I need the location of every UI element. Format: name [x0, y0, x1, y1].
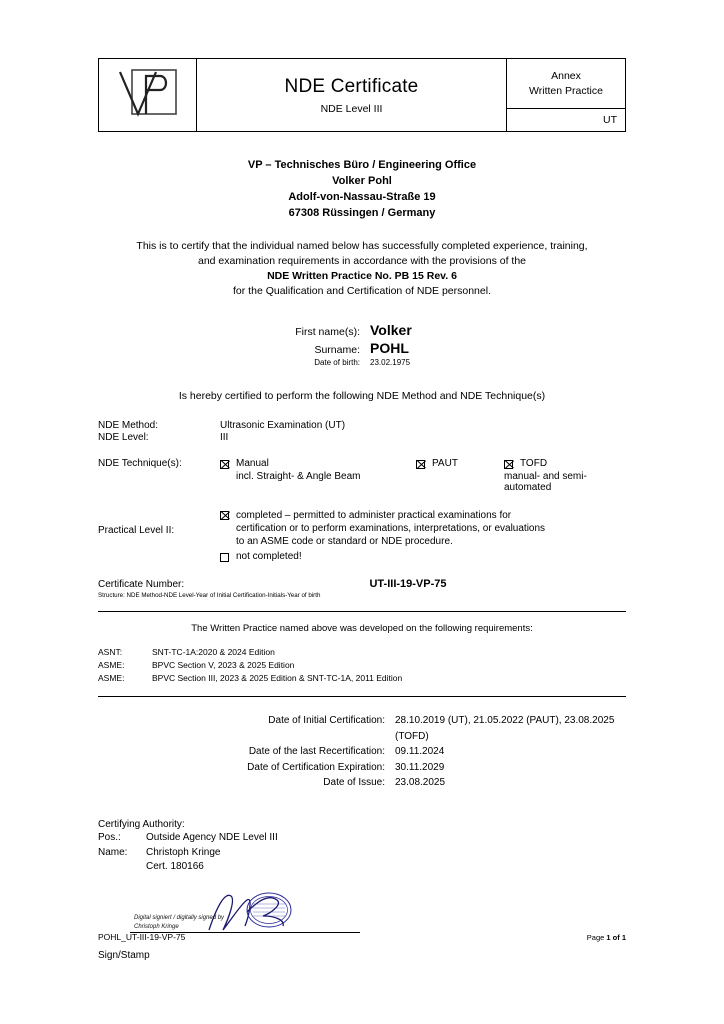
technique-manual-note: incl. Straight- & Angle Beam	[236, 470, 361, 482]
checkbox-tofd-icon[interactable]	[504, 460, 513, 469]
authority-pos-value: Outside Agency NDE Level III	[146, 831, 278, 843]
dob-row	[98, 358, 626, 367]
certify-line-4: for the Qualification and Certification of NDE personnel.	[233, 285, 491, 298]
divider-top	[98, 611, 626, 612]
requirement-row	[98, 672, 626, 685]
written-practice-reference: NDE Written Practice No. PB 15 Rev. 6	[267, 270, 457, 283]
practical-completed-line-2: certification or to perform examinations, interpretations, or evaluations	[236, 522, 546, 534]
technique-label: NDE Technique(s):	[98, 457, 182, 469]
technique-manual-option[interactable]	[220, 458, 416, 469]
practical-completed-line-3: to an ASME code or standard or NDE procedure.	[236, 536, 453, 547]
footer-page-prefix: Page	[586, 933, 607, 942]
method-label: NDE Method:	[98, 419, 159, 431]
company-owner: Volker Pohl	[332, 174, 392, 187]
checkbox-completed-icon[interactable]	[220, 511, 229, 520]
page-title: NDE Certificate	[284, 75, 419, 97]
practical-not-completed-option[interactable]	[220, 551, 626, 562]
annex-label: Annex	[551, 70, 581, 83]
company-city: 67308 Rüssingen / Germany	[288, 206, 436, 219]
requirements-title: The Written Practice named above was developed on the following requirements:	[191, 623, 533, 635]
logo-cell	[99, 59, 197, 131]
authority-pos-label: Pos.:	[98, 831, 121, 843]
checkbox-not-completed-icon[interactable]	[220, 553, 229, 562]
document-footer	[98, 932, 626, 942]
footer-document-id: POHL_UT-III-19-VP-75	[98, 932, 186, 942]
digital-signature-note	[134, 914, 224, 932]
first-name-row	[98, 322, 626, 338]
technique-tofd-label: TOFD	[520, 457, 548, 469]
date-value: 23.08.2025	[395, 777, 446, 789]
footer-page-number	[587, 933, 626, 942]
date-value: 30.11.2029	[395, 761, 445, 773]
requirement-row	[98, 646, 626, 659]
practical-completed-option[interactable]	[220, 509, 626, 522]
certifying-authority-title: Certifying Authority:	[98, 818, 185, 830]
date-label: Date of the last Recertification:	[248, 746, 385, 758]
date-value: 09.11.2024	[395, 746, 445, 758]
digital-signature-line-1: Digital signiert / digitally signed by	[134, 914, 225, 921]
person-block	[98, 322, 626, 367]
technique-row	[98, 458, 626, 493]
date-row	[98, 713, 626, 744]
requirements-list	[98, 646, 626, 684]
level-value: III	[220, 431, 229, 443]
certificate-number-value: UT-III-19-VP-75	[369, 578, 447, 591]
document-header	[98, 58, 626, 132]
hereby-line: Is hereby certified to perform the following NDE Method and NDE Technique(s)	[178, 389, 546, 402]
practical-completed-line-1: completed – permitted to administer practical examinations for	[236, 509, 512, 521]
authority-name-row	[98, 845, 626, 861]
technique-paut-label: PAUT	[432, 457, 458, 469]
date-row	[98, 760, 626, 776]
date-label: Date of Certification Expiration:	[247, 761, 385, 773]
authority-cert-value: Cert. 180166	[146, 860, 204, 872]
requirement-text: BPVC Section III, 2023 & 2025 Edition & SNT-TC-1A, 2011 Edition	[152, 672, 403, 683]
requirement-text: SNT-TC-1A:2020 & 2024 Edition	[152, 647, 275, 658]
level-label: NDE Level:	[98, 431, 149, 443]
surname-label: Surname:	[314, 343, 360, 356]
dob-value: 23.02.1975	[370, 357, 411, 367]
company-block	[98, 158, 626, 222]
requirement-text: BPVC Section V, 2023 & 2025 Edition	[152, 659, 295, 670]
authority-name-value: Christoph Kringe	[146, 847, 221, 859]
practical-level-options	[220, 509, 626, 563]
requirement-org: ASNT:	[98, 647, 123, 658]
practical-not-completed-label: not completed!	[236, 551, 302, 563]
annex-block	[507, 59, 625, 109]
certify-line-2: and examination requirements in accordance with the provisions of the	[197, 254, 527, 267]
checkbox-manual-icon[interactable]	[220, 460, 229, 469]
first-name-label: First name(s):	[295, 325, 360, 338]
method-code: UT	[603, 114, 617, 126]
certificate-sheet	[98, 58, 626, 961]
technique-tofd-option[interactable]	[504, 458, 626, 469]
header-title-cell	[197, 59, 507, 131]
surname-value: POHL	[370, 339, 409, 356]
level-row	[98, 432, 626, 443]
date-value: 28.10.2019 (UT), 21.05.2022 (PAUT), 23.08.2025 (TOFD)	[395, 715, 615, 742]
page-subtitle: NDE Level III	[320, 102, 383, 115]
technique-manual-label: Manual	[236, 457, 269, 469]
company-street: Adolf-von-Nassau-Straße 19	[288, 190, 436, 203]
certifying-authority-block	[98, 819, 626, 872]
authority-name-label: Name:	[98, 847, 128, 859]
vp-logo-icon	[116, 66, 180, 124]
first-name-value: Volker	[370, 321, 412, 338]
dates-block	[98, 713, 626, 791]
written-practice-label: Written Practice	[529, 84, 603, 97]
requirement-org: ASME:	[98, 672, 125, 683]
header-annex-cell	[507, 59, 625, 131]
sign-stamp-label: Sign/Stamp	[98, 949, 150, 961]
technique-paut-option[interactable]	[416, 458, 504, 469]
certificate-number-row	[98, 578, 626, 590]
certificate-structure-note: Structure: NDE Method-NDE Level-Year of Initial Certification-Initials-Year of birth	[98, 592, 321, 600]
footer-page-value: 1 of 1	[606, 933, 626, 942]
details-block	[98, 420, 626, 600]
practical-level-row	[98, 509, 626, 563]
dob-label: Date of birth:	[314, 357, 360, 367]
certificate-number-label: Certificate Number:	[98, 579, 185, 591]
company-name: VP – Technisches Büro / Engineering Office	[247, 159, 477, 171]
date-row	[98, 775, 626, 791]
requirement-org: ASME:	[98, 659, 125, 670]
date-row	[98, 744, 626, 760]
date-label: Date of Issue:	[323, 777, 385, 789]
method-value: Ultrasonic Examination (UT)	[220, 419, 346, 431]
authority-pos-row	[98, 830, 626, 846]
method-row	[98, 420, 626, 431]
divider-bottom	[98, 696, 626, 697]
technique-manual-column	[220, 458, 416, 493]
checkbox-paut-icon[interactable]	[416, 460, 425, 469]
certify-line-1: This is to certify that the individual named below has successfully completed experience, training,	[136, 239, 588, 252]
requirement-row	[98, 659, 626, 672]
technique-options	[220, 458, 626, 493]
technique-paut-column	[416, 458, 504, 493]
practical-level-label: Practical Level II:	[98, 524, 175, 536]
surname-row	[98, 340, 626, 356]
certify-statement	[98, 239, 626, 300]
digital-signature-line-2: Christoph Kringe	[134, 923, 179, 930]
date-label: Date of Initial Certification:	[268, 715, 385, 727]
technique-tofd-column	[504, 458, 626, 493]
technique-auto-note: manual- and semi-automated	[504, 470, 587, 493]
